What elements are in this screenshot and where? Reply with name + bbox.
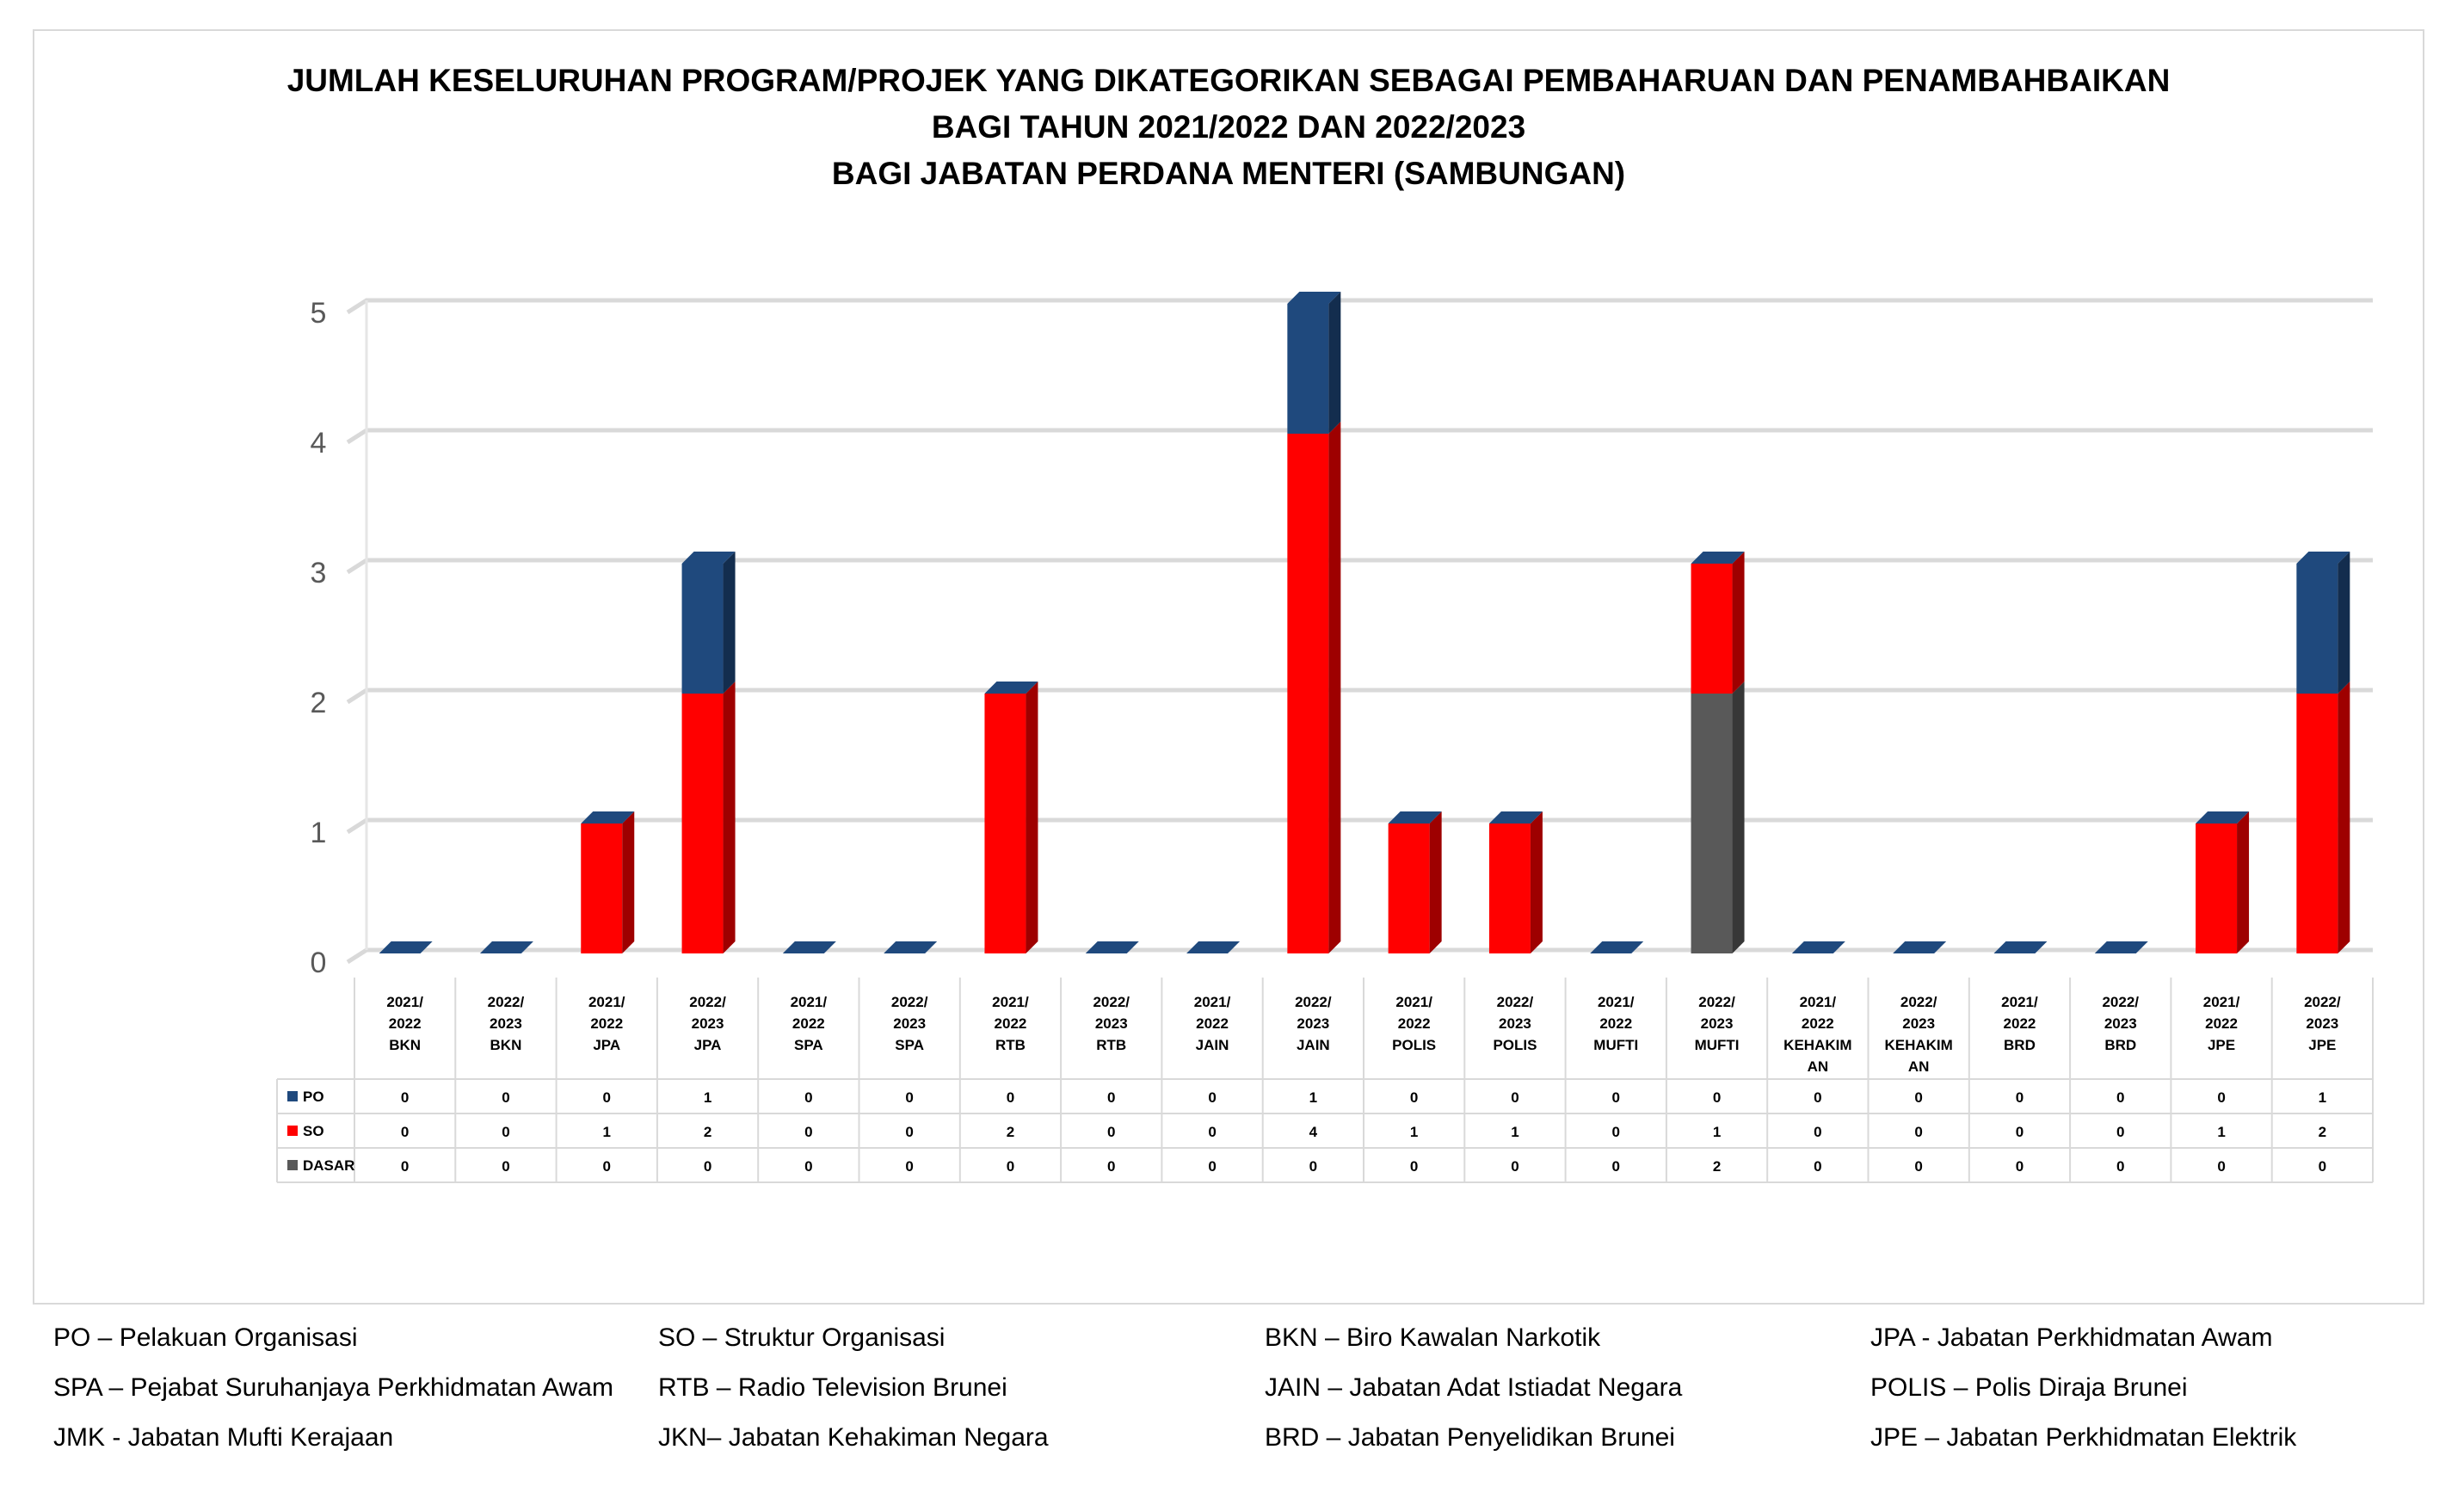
bar-so-2 (581, 824, 622, 953)
table-cell-po-1: 0 (502, 1089, 510, 1106)
bar-so-10 (1389, 824, 1430, 953)
bar-side-so-10 (1430, 811, 1442, 953)
glossary-brd: BRD – Jabatan Penyelidikan Brunei (1265, 1423, 1675, 1452)
category-label-3: 2022/ 2023 JPA (689, 994, 726, 1053)
table-cell-dasar-19: 0 (2318, 1158, 2327, 1175)
table-cell-po-8: 0 (1208, 1089, 1217, 1106)
table-cell-so-1: 0 (502, 1124, 510, 1140)
table-cell-po-3: 1 (703, 1089, 712, 1106)
y-tick-label-5: 5 (310, 297, 327, 330)
table-cell-po-19: 1 (2318, 1089, 2327, 1106)
table-cell-dasar-13: 2 (1712, 1158, 1722, 1175)
table-cell-so-11: 1 (1511, 1124, 1519, 1140)
glossary-spa: SPA – Pejabat Suruhanjaya Perkhidmatan Awam (53, 1373, 613, 1402)
table-cell-dasar-0: 0 (400, 1158, 410, 1175)
table-cell-dasar-5: 0 (905, 1158, 914, 1175)
bar-so-9 (1287, 434, 1328, 953)
table-cell-po-13: 0 (1712, 1089, 1722, 1106)
category-label-5: 2022/ 2023 SPA (890, 994, 928, 1053)
table-cell-po-0: 0 (400, 1089, 410, 1106)
bar-side-so-3 (724, 682, 736, 953)
bar-side-po-3 (724, 552, 736, 694)
table-cell-so-5: 0 (905, 1124, 914, 1140)
table-cell-so-18: 1 (2217, 1124, 2226, 1140)
glossary-jmk: JMK - Jabatan Mufti Kerajaan (53, 1423, 394, 1452)
table-cell-po-7: 0 (1107, 1089, 1116, 1106)
table-cell-so-0: 0 (400, 1124, 410, 1140)
bar-so-18 (2196, 824, 2237, 953)
table-cell-so-7: 0 (1107, 1124, 1116, 1140)
table-cell-so-16: 0 (2015, 1124, 2024, 1140)
category-label-17: 2022/ 2023 BRD (2102, 994, 2140, 1053)
category-label-13: 2022/ 2023 MUFTI (1694, 994, 1740, 1053)
table-cell-dasar-11: 0 (1511, 1158, 1519, 1175)
table-cell-so-12: 0 (1611, 1124, 1620, 1140)
gridline-0 (348, 950, 2373, 962)
table-cell-dasar-14: 0 (1814, 1158, 1822, 1175)
table-cell-dasar-12: 0 (1611, 1158, 1620, 1175)
table-cell-dasar-2: 0 (602, 1158, 611, 1175)
table-cell-so-8: 0 (1208, 1124, 1217, 1140)
glossary-polis: POLIS – Polis Diraja Brunei (1870, 1373, 2188, 1402)
series-name-dasar: DASAR (303, 1157, 355, 1174)
bar-side-so-19 (2338, 682, 2350, 953)
table-cell-dasar-15: 0 (1914, 1158, 1923, 1175)
table-cell-po-14: 0 (1814, 1089, 1822, 1106)
bar-side-po-9 (1328, 292, 1340, 434)
series-name-so: SO (303, 1123, 324, 1139)
table-cell-so-2: 1 (602, 1124, 611, 1140)
glossary-po: PO – Pelakuan Organisasi (53, 1323, 358, 1352)
legend-key-so (287, 1126, 298, 1136)
bar-po-19 (2296, 564, 2338, 694)
category-label-18: 2021/ 2022 JPE (2202, 994, 2240, 1053)
table-cell-so-19: 2 (2318, 1124, 2327, 1140)
bar-side-so-9 (1328, 422, 1340, 953)
category-label-11: 2022/ 2023 POLIS (1493, 994, 1537, 1053)
table-cell-po-10: 0 (1409, 1089, 1419, 1106)
table-cell-dasar-17: 0 (2116, 1158, 2125, 1175)
bar-so-6 (984, 694, 1026, 953)
legend-key-po (287, 1091, 298, 1101)
glossary-jkn: JKN– Jabatan Kehakiman Negara (658, 1423, 1049, 1452)
bar-side-po-19 (2338, 552, 2350, 694)
bar-so-13 (1691, 564, 1733, 694)
table-cell-po-9: 1 (1309, 1089, 1318, 1106)
category-label-14: 2021/ 2022 KEHAKIM AN (1783, 994, 1852, 1075)
table-cell-dasar-9: 0 (1309, 1158, 1318, 1175)
table-cell-po-18: 0 (2217, 1089, 2226, 1106)
glossary-jpa: JPA - Jabatan Perkhidmatan Awam (1870, 1323, 2273, 1352)
table-cell-po-15: 0 (1914, 1089, 1923, 1106)
table-cell-so-17: 0 (2116, 1124, 2125, 1140)
bar-side-so-13 (1733, 552, 1745, 694)
table-cell-dasar-18: 0 (2217, 1158, 2226, 1175)
table-cell-dasar-4: 0 (804, 1158, 813, 1175)
y-tick-label-1: 1 (310, 817, 327, 849)
chart-title-line-2: BAGI TAHUN 2021/2022 DAN 2022/2023 (931, 109, 1526, 145)
table-cell-dasar-16: 0 (2015, 1158, 2024, 1175)
category-label-19: 2022/ 2023 JPE (2304, 994, 2341, 1053)
bar-so-19 (2296, 694, 2338, 953)
legend-key-dasar (287, 1160, 298, 1170)
table-cell-so-10: 1 (1409, 1124, 1419, 1140)
glossary-jpe: JPE – Jabatan Perkhidmatan Elektrik (1870, 1423, 2297, 1452)
y-tick-label-4: 4 (310, 427, 327, 460)
category-label-16: 2021/ 2022 BRD (2001, 994, 2038, 1053)
table-cell-dasar-6: 0 (1006, 1158, 1015, 1175)
table-cell-so-13: 1 (1712, 1124, 1722, 1140)
category-label-0: 2021/ 2022 BKN (386, 994, 423, 1053)
table-cell-po-5: 0 (905, 1089, 914, 1106)
bar-so-11 (1489, 824, 1531, 953)
table-cell-po-2: 0 (602, 1089, 611, 1106)
table-cell-po-11: 0 (1511, 1089, 1519, 1106)
glossary-bkn: BKN – Biro Kawalan Narkotik (1265, 1323, 1601, 1352)
bar-po-3 (682, 564, 724, 694)
y-tick-label-2: 2 (310, 687, 327, 719)
category-label-8: 2021/ 2022 JAIN (1193, 994, 1231, 1053)
table-cell-dasar-8: 0 (1208, 1158, 1217, 1175)
glossary-rtb: RTB – Radio Television Brunei (658, 1373, 1007, 1402)
category-label-12: 2021/ 2022 MUFTI (1593, 994, 1639, 1053)
bar-dasar-13 (1691, 694, 1733, 953)
category-label-4: 2021/ 2022 SPA (790, 994, 828, 1053)
table-cell-po-6: 0 (1006, 1089, 1015, 1106)
table-cell-so-14: 0 (1814, 1124, 1822, 1140)
table-cell-po-16: 0 (2015, 1089, 2024, 1106)
bar-side-so-6 (1026, 682, 1038, 953)
bar-side-so-18 (2237, 811, 2249, 953)
category-label-2: 2021/ 2022 JPA (588, 994, 625, 1053)
bar-po-9 (1287, 304, 1328, 434)
table-cell-dasar-3: 0 (703, 1158, 712, 1175)
table-cell-dasar-1: 0 (502, 1158, 510, 1175)
chart-title-line-3: BAGI JABATAN PERDANA MENTERI (SAMBUNGAN) (831, 156, 1626, 191)
category-label-15: 2022/ 2023 KEHAKIM AN (1884, 994, 1953, 1075)
category-label-9: 2022/ 2023 JAIN (1295, 994, 1332, 1053)
table-cell-so-6: 2 (1006, 1124, 1015, 1140)
table-cell-po-17: 0 (2116, 1089, 2125, 1106)
y-tick-label-3: 3 (310, 557, 327, 589)
category-label-1: 2022/ 2023 BKN (487, 994, 525, 1053)
bar-side-so-11 (1531, 811, 1543, 953)
chart-title-line-1: JUMLAH KESELURUHAN PROGRAM/PROJEK YANG DIKATEGORIKAN SEBAGAI PEMBAHARUAN DAN PENAMBAHBAIKAN (286, 63, 2171, 98)
table-cell-dasar-7: 0 (1107, 1158, 1116, 1175)
category-label-6: 2021/ 2022 RTB (992, 994, 1029, 1053)
glossary-so: SO – Struktur Organisasi (658, 1323, 946, 1352)
category-label-10: 2021/ 2022 POLIS (1392, 994, 1437, 1053)
chart-svg (34, 31, 2423, 1303)
category-label-7: 2022/ 2023 RTB (1093, 994, 1130, 1053)
table-cell-dasar-10: 0 (1409, 1158, 1419, 1175)
y-tick-label-0: 0 (310, 947, 327, 979)
glossary-jain: JAIN – Jabatan Adat Istiadat Negara (1265, 1373, 1683, 1402)
chart-frame (33, 29, 2424, 1305)
table-cell-so-9: 4 (1309, 1124, 1318, 1140)
bar-so-3 (682, 694, 724, 953)
table-cell-so-4: 0 (804, 1124, 813, 1140)
table-cell-po-4: 0 (804, 1089, 813, 1106)
glossary (53, 1323, 2428, 1478)
bar-side-dasar-13 (1733, 682, 1745, 953)
series-name-po: PO (303, 1089, 324, 1105)
table-cell-so-3: 2 (703, 1124, 712, 1140)
table-cell-po-12: 0 (1611, 1089, 1620, 1106)
bar-side-so-2 (622, 811, 634, 953)
table-cell-so-15: 0 (1914, 1124, 1923, 1140)
